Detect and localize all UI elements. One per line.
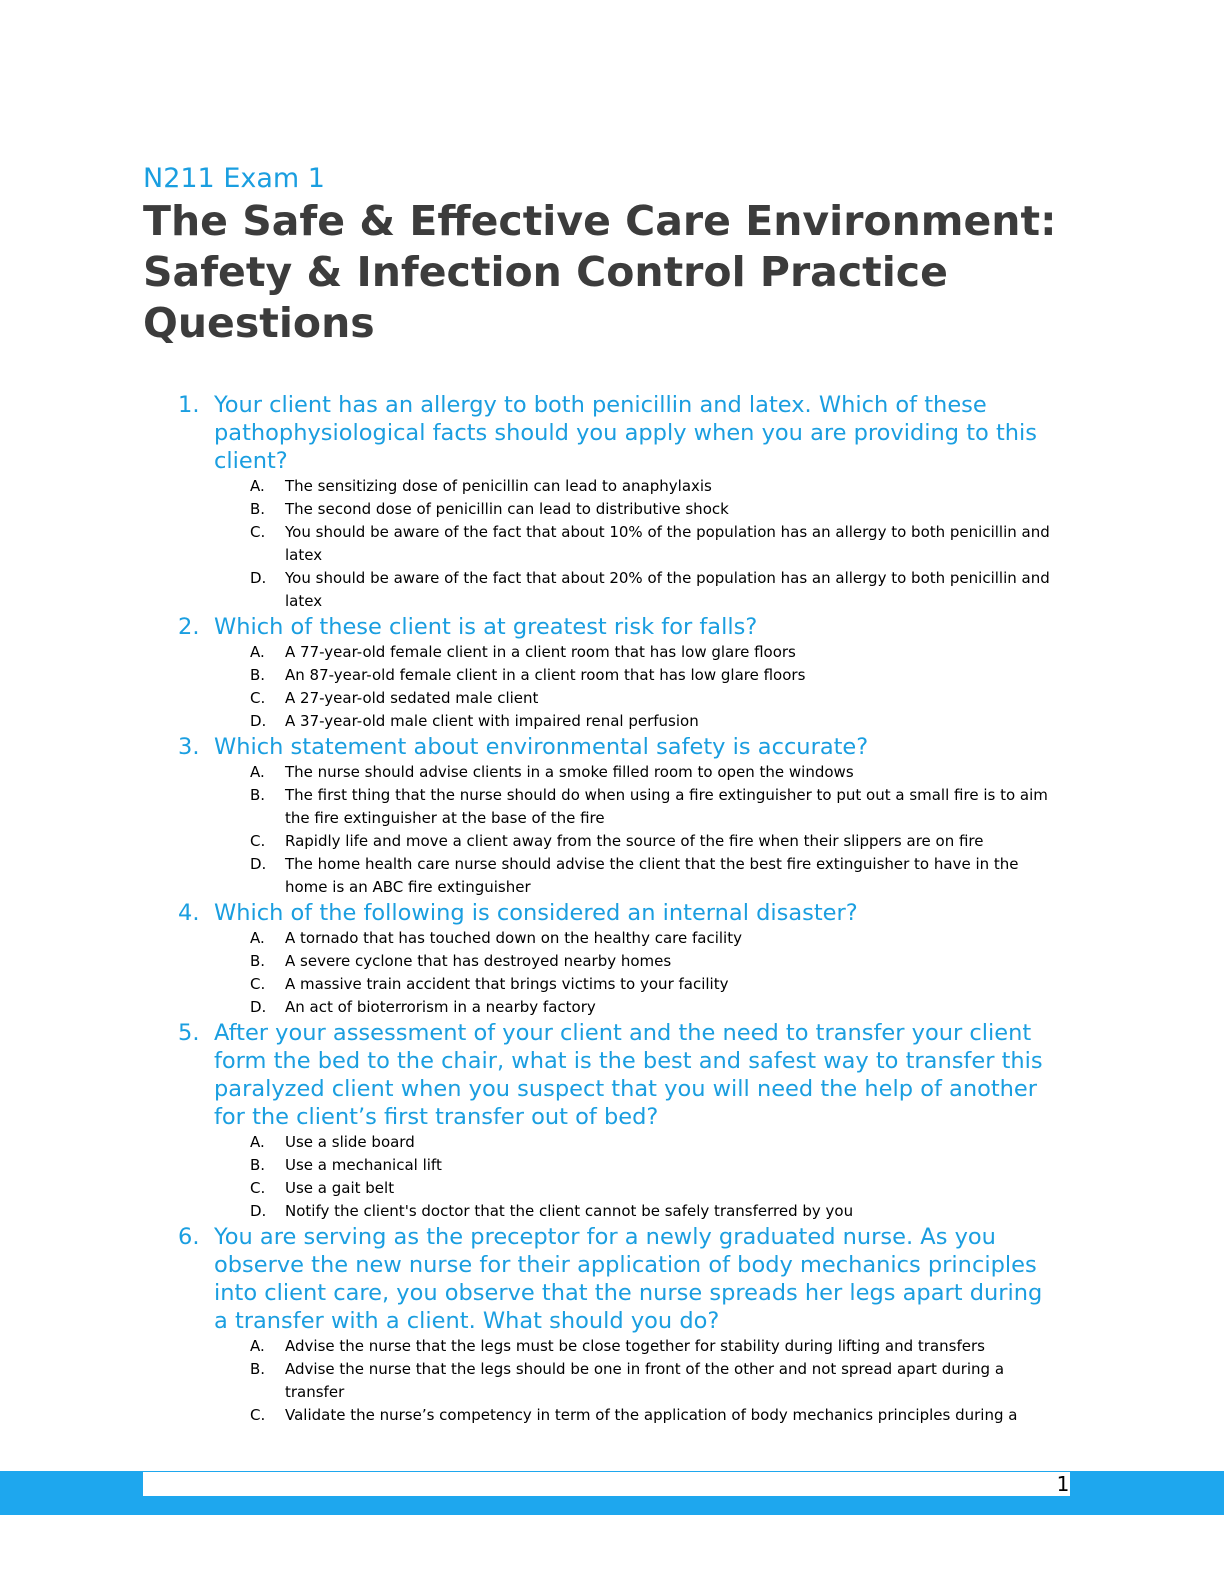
option-letter: D.: [250, 1202, 267, 1220]
option-text: Use a gait belt: [285, 1179, 395, 1197]
question-text: Which statement about environmental safety is accurate?: [214, 734, 869, 760]
answer-options: [0, 1335, 1224, 1427]
option-text: An act of bioterrorism in a nearby factory: [285, 998, 596, 1016]
answer-option: [0, 1154, 1065, 1177]
option-text: A severe cyclone that has destroyed nearby homes: [285, 952, 672, 970]
option-text: An 87-year-old female client in a client room that has low glare floors: [285, 666, 806, 684]
question-heading: [0, 899, 1054, 927]
question-item: [0, 733, 1224, 899]
answer-options: [0, 927, 1224, 1019]
question-heading: [0, 613, 1054, 641]
answer-option: [0, 1177, 1065, 1200]
option-letter: A.: [250, 929, 265, 947]
option-letter: A.: [250, 1337, 265, 1355]
question-heading: [0, 391, 1054, 475]
page-title: The Safe & Effective Care Environment: Safety & Infection Control Practice Questions: [143, 197, 1057, 347]
option-letter: D.: [250, 855, 267, 873]
option-letter: C.: [250, 689, 266, 707]
option-letter: C.: [250, 975, 266, 993]
option-letter: B.: [250, 786, 266, 804]
page-number: 1: [1056, 1472, 1070, 1496]
question-list: [0, 391, 1224, 1427]
option-text: The sensitizing dose of penicillin can lead to anaphylaxis: [285, 477, 712, 495]
option-text: Advise the nurse that the legs must be close together for stability during lifting and transfers: [285, 1337, 985, 1355]
option-text: A 37-year-old male client with impaired renal perfusion: [285, 712, 699, 730]
question-item: [0, 899, 1224, 1019]
option-letter: B.: [250, 952, 266, 970]
option-letter: A.: [250, 643, 265, 661]
question-text: You are serving as the preceptor for a newly graduated nurse. As you observe the new nurse for their application of body mechanics principles into client care, you observe that the nurse spreads her legs apart during a transfer with a client. What should you do?: [214, 1224, 1043, 1334]
answer-options: [0, 1131, 1224, 1223]
answer-option: [0, 973, 1065, 996]
option-text: A 77-year-old female client in a client room that has low glare floors: [285, 643, 796, 661]
answer-options: [0, 761, 1224, 899]
answer-option: [0, 1404, 1065, 1427]
answer-option: [0, 1358, 1065, 1404]
option-text: You should be aware of the fact that about 20% of the population has an allergy to both penicillin and latex: [285, 569, 1050, 610]
answer-option: [0, 664, 1065, 687]
answer-options: [0, 475, 1224, 613]
option-text: Use a mechanical lift: [285, 1156, 442, 1174]
answer-option: [0, 687, 1065, 710]
question-item: [0, 613, 1224, 733]
answer-options: [0, 641, 1224, 733]
answer-option: [0, 1131, 1065, 1154]
question-heading: [0, 1223, 1054, 1335]
option-text: A 27-year-old sedated male client: [285, 689, 539, 707]
answer-option: [0, 830, 1065, 853]
option-letter: D.: [250, 998, 267, 1016]
answer-option: [0, 641, 1065, 664]
answer-option: [0, 521, 1065, 567]
answer-option: [0, 1200, 1065, 1223]
answer-option: [0, 710, 1065, 733]
question-text: Which of these client is at greatest risk for falls?: [214, 614, 758, 640]
answer-option: [0, 950, 1065, 973]
question-number: 3.: [178, 734, 200, 760]
answer-option: [0, 927, 1065, 950]
option-text: Use a slide board: [285, 1133, 415, 1151]
option-letter: B.: [250, 500, 266, 518]
question-number: 1.: [178, 392, 200, 418]
option-letter: C.: [250, 1406, 266, 1424]
option-letter: B.: [250, 1156, 266, 1174]
footer-inner: [143, 1472, 1068, 1496]
option-text: Rapidly life and move a client away from the source of the fire when their slippers are on fire: [285, 832, 984, 850]
question-text: After your assessment of your client and the need to transfer your client form the bed to the chair, what is the best and safest way to transfer this paralyzed client when you suspect that you will need the help of another for the client’s first transfer out of bed?: [214, 1020, 1043, 1130]
option-text: A massive train accident that brings victims to your facility: [285, 975, 729, 993]
question-item: [0, 1223, 1224, 1427]
option-text: Advise the nurse that the legs should be one in front of the other and not spread apart during a transfer: [285, 1360, 1005, 1401]
answer-option: [0, 498, 1065, 521]
option-text: You should be aware of the fact that about 10% of the population has an allergy to both penicillin and latex: [285, 523, 1050, 564]
question-item: [0, 391, 1224, 613]
option-text: The second dose of penicillin can lead to distributive shock: [285, 500, 729, 518]
option-letter: A.: [250, 1133, 265, 1151]
question-heading: [0, 733, 1054, 761]
question-number: 2.: [178, 614, 200, 640]
question-text: Your client has an allergy to both penicillin and latex. Which of these pathophysiological facts should you apply when you are providing to this client?: [214, 392, 1038, 474]
answer-option: [0, 567, 1065, 613]
answer-option: [0, 475, 1065, 498]
page-subtitle: N211 Exam 1: [143, 163, 325, 194]
option-text: The home health care nurse should advise the client that the best fire extinguisher to have in the home is an ABC fire extinguisher: [285, 855, 1019, 896]
option-letter: D.: [250, 712, 267, 730]
option-text: The first thing that the nurse should do when using a fire extinguisher to put out a small fire is to aim the fire extinguisher at the base of the fire: [285, 786, 1048, 827]
option-letter: D.: [250, 569, 267, 587]
question-heading: [0, 1019, 1054, 1131]
option-letter: B.: [250, 1360, 266, 1378]
option-letter: C.: [250, 1179, 266, 1197]
question-number: 4.: [178, 900, 200, 926]
option-letter: A.: [250, 763, 265, 781]
answer-option: [0, 1335, 1065, 1358]
question-number: 5.: [178, 1020, 200, 1046]
question-text: Which of the following is considered an internal disaster?: [214, 900, 858, 926]
question-number: 6.: [178, 1224, 200, 1250]
question-item: [0, 1019, 1224, 1223]
answer-option: [0, 996, 1065, 1019]
option-text: The nurse should advise clients in a smoke filled room to open the windows: [285, 763, 854, 781]
answer-option: [0, 853, 1065, 899]
option-letter: C.: [250, 523, 266, 541]
option-letter: A.: [250, 477, 265, 495]
answer-option: [0, 761, 1065, 784]
option-text: Validate the nurse’s competency in term of the application of body mechanics principles during a: [285, 1406, 1018, 1424]
option-letter: C.: [250, 832, 266, 850]
answer-option: [0, 784, 1065, 830]
option-text: Notify the client's doctor that the client cannot be safely transferred by you: [285, 1202, 854, 1220]
option-text: A tornado that has touched down on the healthy care facility: [285, 929, 742, 947]
option-letter: B.: [250, 666, 266, 684]
